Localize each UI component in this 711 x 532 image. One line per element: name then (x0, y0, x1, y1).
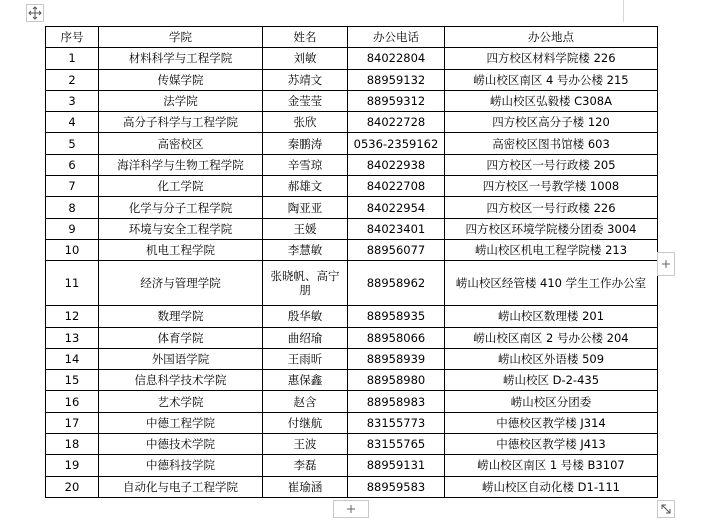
location-cell: 中德校区教学楼 J314 (445, 412, 658, 433)
row-index: 2 (46, 69, 99, 90)
row-index: 18 (46, 434, 99, 455)
location-cell: 四方校区材料学院楼 226 (445, 48, 658, 69)
name-cell: 曲绍瑜 (263, 327, 348, 348)
table-row (46, 176, 658, 197)
row-index: 13 (46, 327, 99, 348)
row-index: 1 (46, 48, 99, 69)
college-cell: 化工学院 (99, 176, 263, 197)
name-cell: 李磊 (263, 455, 348, 476)
location-cell: 四方校区一号教学楼 1008 (445, 176, 658, 197)
location-cell: 四方校区高分子楼 120 (445, 112, 658, 133)
row-index: 15 (46, 370, 99, 391)
phone-cell: 88958962 (348, 261, 445, 306)
plus-icon (346, 504, 356, 514)
row-index: 20 (46, 476, 99, 497)
header-name: 姓名 (263, 27, 348, 48)
phone-cell: 84022728 (348, 112, 445, 133)
table-row (46, 434, 658, 455)
row-index: 14 (46, 348, 99, 369)
table-row (46, 327, 658, 348)
location-cell: 崂山校区南区 4 号办公楼 215 (445, 69, 658, 90)
table-row (46, 306, 658, 327)
phone-cell: 88958939 (348, 348, 445, 369)
row-index: 9 (46, 218, 99, 239)
college-cell: 环境与安全工程学院 (99, 218, 263, 239)
row-index: 19 (46, 455, 99, 476)
location-cell: 崂山校区自动化楼 D1-111 (445, 476, 658, 497)
row-index: 6 (46, 154, 99, 175)
name-cell: 王波 (263, 434, 348, 455)
name-cell: 郝雄文 (263, 176, 348, 197)
location-cell: 崂山校区弘毅楼 C308A (445, 90, 658, 111)
name-cell: 金莹莹 (263, 90, 348, 111)
name-cell: 李慧敏 (263, 239, 348, 260)
college-cell: 材料科学与工程学院 (99, 48, 263, 69)
table-row (46, 90, 658, 111)
table-row (46, 154, 658, 175)
location-cell: 中德校区教学楼 J413 (445, 434, 658, 455)
phone-cell: 88958066 (348, 327, 445, 348)
phone-cell: 88956077 (348, 239, 445, 260)
table-row (46, 48, 658, 69)
phone-cell: 84022954 (348, 197, 445, 218)
name-cell: 辛雪琼 (263, 154, 348, 175)
phone-cell: 84022804 (348, 48, 445, 69)
college-cell: 艺术学院 (99, 391, 263, 412)
name-cell: 秦鹏涛 (263, 133, 348, 154)
name-cell: 付继航 (263, 412, 348, 433)
location-cell: 四方校区一号行政楼 205 (445, 154, 658, 175)
phone-cell: 84022708 (348, 176, 445, 197)
college-cell: 机电工程学院 (99, 239, 263, 260)
row-index: 8 (46, 197, 99, 218)
row-index: 12 (46, 306, 99, 327)
table-resize-handle[interactable] (657, 500, 675, 518)
phone-cell: 83155773 (348, 412, 445, 433)
name-cell: 陶亚亚 (263, 197, 348, 218)
college-cell: 高分子科学与工程学院 (99, 112, 263, 133)
row-index: 5 (46, 133, 99, 154)
add-column-button[interactable] (657, 252, 675, 276)
college-cell: 外国语学院 (99, 348, 263, 369)
row-index: 16 (46, 391, 99, 412)
college-cell: 中德科技学院 (99, 455, 263, 476)
plus-icon (661, 259, 671, 269)
header-index: 序号 (46, 27, 99, 48)
college-cell: 法学院 (99, 90, 263, 111)
table-row (46, 197, 658, 218)
phone-cell: 88959132 (348, 69, 445, 90)
table-row (46, 239, 658, 260)
table-row (46, 391, 658, 412)
phone-cell: 88958983 (348, 391, 445, 412)
phone-cell: 88959312 (348, 90, 445, 111)
name-cell: 王媛 (263, 218, 348, 239)
phone-cell: 0536-2359162 (348, 133, 445, 154)
phone-cell: 88959583 (348, 476, 445, 497)
location-cell: 崂山校区外语楼 509 (445, 348, 658, 369)
table-row (46, 261, 658, 306)
table-row (46, 455, 658, 476)
college-cell: 中德技术学院 (99, 434, 263, 455)
college-cell: 高密校区 (99, 133, 263, 154)
header-college: 学院 (99, 27, 263, 48)
college-cell: 经济与管理学院 (99, 261, 263, 306)
location-cell: 高密校区图书馆楼 603 (445, 133, 658, 154)
row-index: 3 (46, 90, 99, 111)
college-cell: 数理学院 (99, 306, 263, 327)
college-cell: 化学与分子工程学院 (99, 197, 263, 218)
row-index: 11 (46, 261, 99, 306)
table-row (46, 69, 658, 90)
location-cell: 崂山校区南区 1 号楼 B3107 (445, 455, 658, 476)
phone-cell: 83155765 (348, 434, 445, 455)
phone-cell: 88959131 (348, 455, 445, 476)
location-cell: 崂山校区经管楼 410 学生工作办公室 (445, 261, 658, 306)
table-row (46, 218, 658, 239)
table-row (46, 112, 658, 133)
location-cell: 崂山校区 D-2-435 (445, 370, 658, 391)
college-cell: 海洋科学与生物工程学院 (99, 154, 263, 175)
college-cell: 体育学院 (99, 327, 263, 348)
move-icon (28, 6, 42, 20)
college-cell: 中德工程学院 (99, 412, 263, 433)
phone-cell: 84023401 (348, 218, 445, 239)
location-cell: 四方校区一号行政楼 226 (445, 197, 658, 218)
college-cell: 信息科学技术学院 (99, 370, 263, 391)
name-cell: 刘敏 (263, 48, 348, 69)
add-row-button[interactable] (333, 500, 369, 518)
name-cell: 张晓帆、高宁朋 (263, 261, 348, 306)
name-cell: 苏靖文 (263, 69, 348, 90)
name-cell: 王雨昕 (263, 348, 348, 369)
location-cell: 崂山校区机电工程学院楼 213 (445, 239, 658, 260)
row-index: 10 (46, 239, 99, 260)
college-cell: 传媒学院 (99, 69, 263, 90)
name-cell: 赵含 (263, 391, 348, 412)
phone-cell: 84022938 (348, 154, 445, 175)
row-index: 4 (46, 112, 99, 133)
row-index: 17 (46, 412, 99, 433)
table-row (46, 370, 658, 391)
name-cell: 殷华敏 (263, 306, 348, 327)
page-margin-marker (623, 0, 624, 22)
phone-cell: 88958935 (348, 306, 445, 327)
name-cell: 惠保鑫 (263, 370, 348, 391)
table-header-row (46, 27, 658, 48)
college-cell: 自动化与电子工程学院 (99, 476, 263, 497)
location-cell: 崂山校区南区 2 号办公楼 204 (445, 327, 658, 348)
table-row (46, 412, 658, 433)
location-cell: 崂山校区数理楼 201 (445, 306, 658, 327)
table-move-handle[interactable] (26, 4, 44, 22)
location-cell: 崂山校区分团委 (445, 391, 658, 412)
name-cell: 崔瑜涵 (263, 476, 348, 497)
header-location: 办公地点 (445, 27, 658, 48)
name-cell: 张欣 (263, 112, 348, 133)
contact-table (45, 26, 658, 498)
table-row (46, 476, 658, 497)
table-row (46, 348, 658, 369)
row-index: 7 (46, 176, 99, 197)
phone-cell: 88958980 (348, 370, 445, 391)
header-phone: 办公电话 (348, 27, 445, 48)
diagonal-resize-icon (660, 503, 672, 515)
table-row (46, 133, 658, 154)
location-cell: 四方校区环境学院楼分团委 3004 (445, 218, 658, 239)
